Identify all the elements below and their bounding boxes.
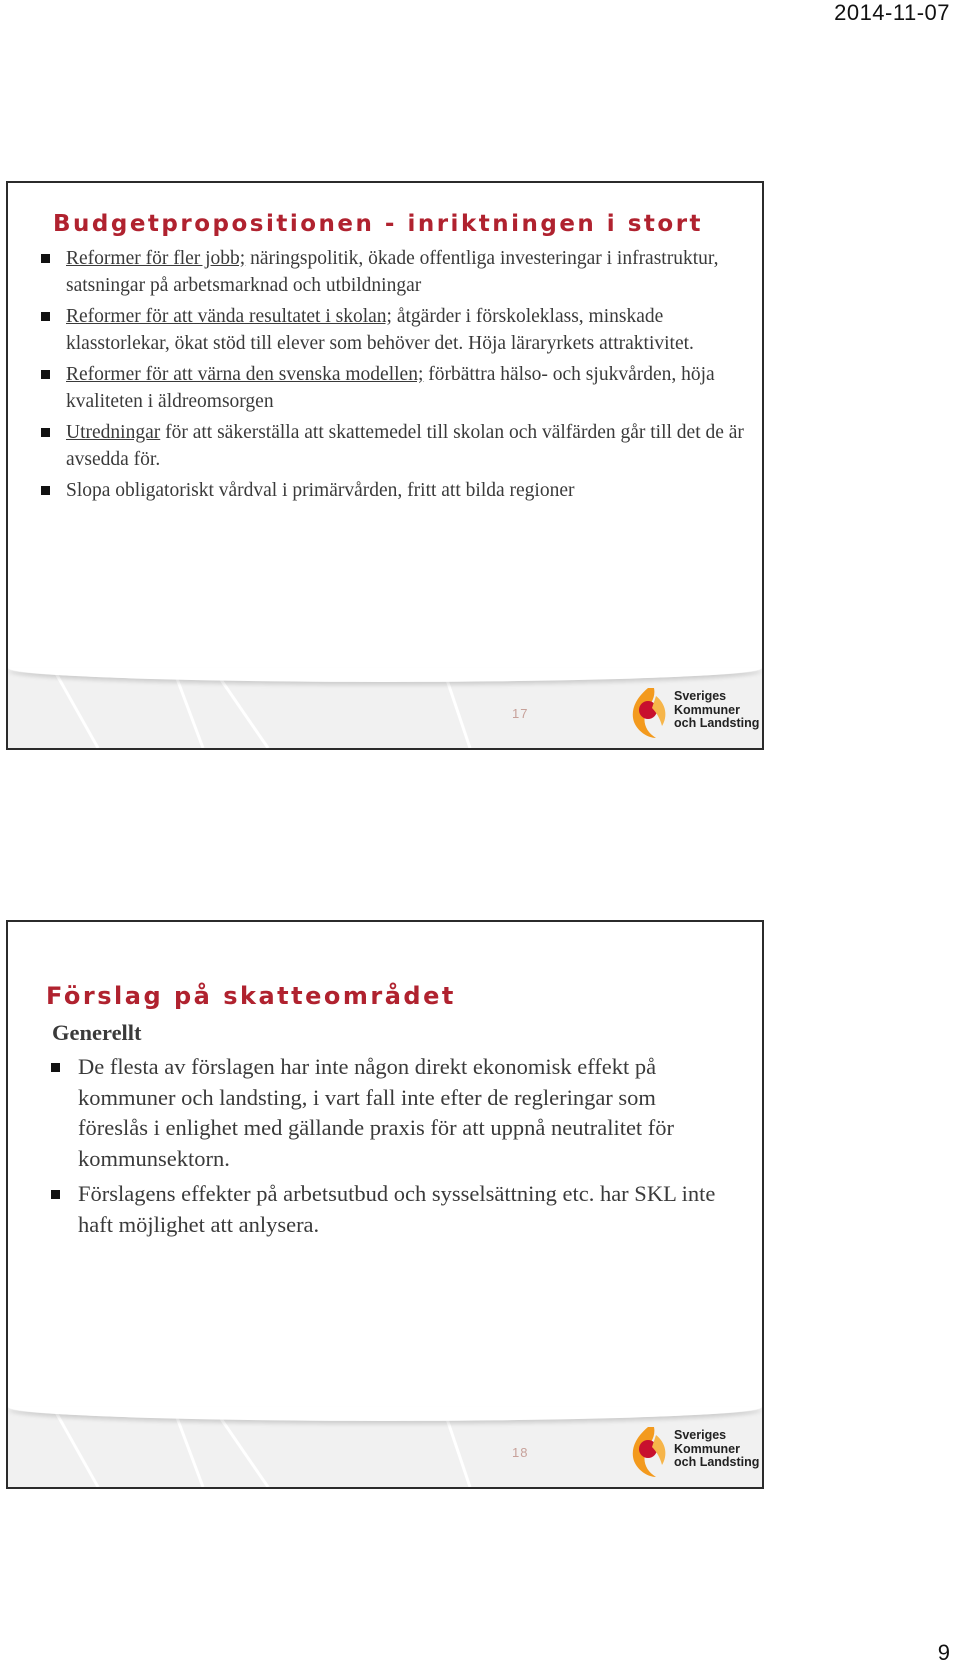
slide-title: Budgetpropositionen - inriktningen i stort <box>53 211 704 237</box>
slide-number: 18 <box>512 1445 529 1460</box>
bullet-list <box>66 245 746 508</box>
bullet-icon <box>41 312 50 321</box>
list-item: Reformer för fler jobb; näringspolitik, ökade offentliga investeringar i infrastruktur, satsningar på arbetsmarknad och utbildningar <box>66 245 746 299</box>
slide-subheading: Generellt <box>52 1020 142 1045</box>
logo-text: Sveriges Kommuner och Landsting <box>674 689 760 730</box>
list-item: Slopa obligatoriskt vårdval i primärvården, fritt att bilda regioner <box>66 477 746 504</box>
bullet-icon <box>41 486 50 495</box>
bullet-icon <box>41 254 50 263</box>
list-item: Reformer för att värna den svenska modellen; förbättra hälso- och sjukvården, höja kvaliteten i äldreomsorgen <box>66 361 746 415</box>
list-item: Förslagens effekter på arbetsutbud och sysselsättning etc. har SKL inte haft möjlighet att anlysera. <box>78 1179 718 1240</box>
bullet-icon <box>51 1063 60 1072</box>
bullet-list <box>78 1052 718 1245</box>
logo-text: Sveriges Kommuner och Landsting <box>674 1428 760 1469</box>
list-item: Reformer för att vända resultatet i skolan; åtgärder i förskoleklass, minskade klasstorlekar, ökat stöd till elever som behöver det. Höja läraryrkets attraktivitet. <box>66 303 746 357</box>
slide-number: 17 <box>512 706 529 721</box>
flame-logo-icon <box>626 1425 672 1479</box>
slide-17 <box>6 181 764 750</box>
list-item: Utredningar för att säkerställa att skattemedel till skolan och välfärden går till det de är avsedda för. <box>66 419 746 473</box>
slide-footer <box>8 1407 762 1487</box>
skl-logo <box>626 1425 764 1479</box>
page-number: 9 <box>937 1640 950 1665</box>
slide-footer <box>8 668 762 748</box>
bullet-icon <box>51 1190 60 1199</box>
flame-logo-icon <box>626 686 672 740</box>
bullet-icon <box>41 428 50 437</box>
bullet-icon <box>41 370 50 379</box>
skl-logo <box>626 686 764 740</box>
list-item: De flesta av förslagen har inte någon direkt ekonomisk effekt på kommuner och landsting, i vart fall inte efter de regleringar som föreslås i enlighet med gällande praxis för att uppnå neutralitet för kommunsektorn. <box>78 1052 718 1174</box>
slide-title: Förslag på skatteområdet <box>46 982 456 1010</box>
slide-18 <box>6 920 764 1489</box>
document-date: 2014-11-07 <box>834 0 950 25</box>
